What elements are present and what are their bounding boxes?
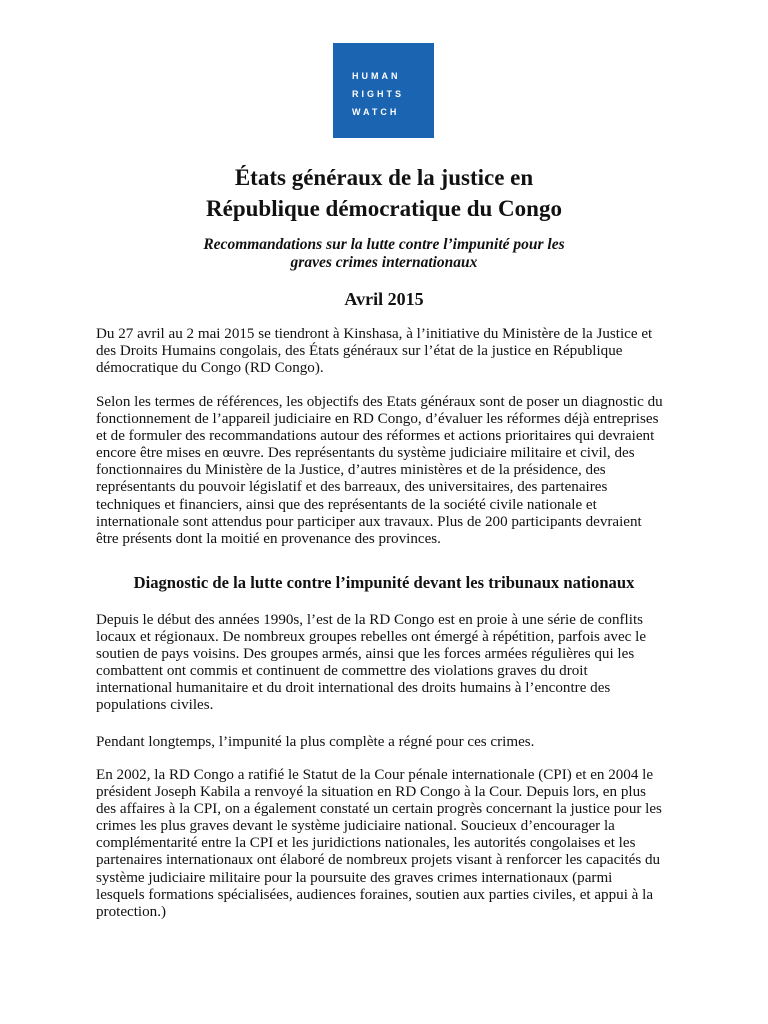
title-line: États généraux de la justice en [234, 165, 534, 190]
objectives-paragraph [96, 394, 696, 548]
paragraph-line: international humanitaire et du droit international des droits humains à l’encontre des [96, 680, 611, 697]
paragraph-line: populations civiles. [96, 697, 214, 714]
paragraph-line: Selon les termes de références, les objectifs des Etats généraux sont de poser un diagnostic du [96, 394, 663, 410]
paragraph-line: et de formuler des recommandations autour des réformes et actions prioritaires qui devraient [96, 428, 655, 445]
paragraph-line: des affaires à la CPI, on a également constaté un certain progrès concernant la justice pour les [96, 801, 662, 818]
paragraph-line: complémentarité entre la CPI et les juridictions nationales, les autorités congolaises et les [96, 835, 636, 852]
conflicts-paragraph [96, 612, 696, 715]
section-heading: Diagnostic de la lutte contre l’impunité devant les tribunaux nationaux [133, 573, 635, 592]
title-line: République démocratique du Congo [206, 196, 562, 221]
paragraph-line: crimes les plus graves devant le système judiciaire national. Soucieux d’encourager la [96, 818, 615, 835]
paragraph-line: protection.) [96, 903, 166, 920]
paragraph-line: Depuis le début des années 1990s, l’est de la RD Congo est en proie à une série de conflits [96, 612, 644, 628]
paragraph-line: représentants du pouvoir législatif et des barreaux, des universitaires, des partenaires [96, 479, 608, 496]
document-date: Avril 2015 [344, 289, 424, 309]
paragraph-line: combattent ont commis et continuent de commettre des violations graves du droit [96, 663, 588, 680]
hrw-logo-text [352, 67, 404, 121]
logo-line: WATCH [352, 107, 400, 117]
paragraph-line: Pendant longtemps, l’impunité la plus complète a régné pour ces crimes. [96, 734, 535, 750]
paragraph-line: soutien de pays voisins. Des groupes armés, ainsi que les forces armées régulières qui les [96, 646, 635, 663]
paragraph-line: partenaires internationaux ont élaboré de nombreux projets visant à renforcer les capacités du [96, 852, 661, 869]
paragraph-line: En 2002, la RD Congo a ratifié le Statut de la Cour pénale internationale (CPI) et en 2004 le [96, 767, 654, 783]
paragraph-line: techniques et financiers, ainsi que des représentants de la société civile nationale et [96, 496, 597, 513]
paragraph-line: fonctionnaires du Ministère de la Justice, d’autres ministères et de la présidence, des [96, 462, 606, 479]
paragraph-line: être présents dont la moitié en provenance des provinces. [96, 530, 441, 547]
logo-line: RIGHTS [352, 89, 405, 99]
intro-paragraph [96, 326, 696, 377]
paragraph-line: lesquels formations spécialisées, audiences foraines, soutien aux parties civiles, et appui à la [96, 886, 654, 903]
paragraph-line: locaux et régionaux. De nombreux groupes rebelles ont émergé à répétition, parfois avec le [96, 629, 647, 646]
logo-line: HUMAN [352, 71, 401, 81]
impunity-paragraph [96, 734, 696, 751]
paragraph-line: président Joseph Kabila a renvoyé la situation en RD Congo à la Cour. Depuis lors, en plus [96, 784, 646, 801]
paragraph-line: encore être mises en œuvre. Des représentants du système judiciaire militaire et civil, des [96, 445, 635, 462]
paragraph-line: système judiciaire militaire pour la poursuite des graves crimes internationaux (parmi [96, 869, 613, 886]
paragraph-line: des Droits Humains congolais, des États généraux sur l’état de la justice en République [96, 343, 623, 360]
subtitle-line: graves crimes internationaux [290, 254, 478, 271]
document-subtitle [0, 236, 768, 272]
paragraph-line: Du 27 avril au 2 mai 2015 se tiendront à Kinshasa, à l’initiative du Ministère de la Justice et [96, 326, 653, 342]
document-title [0, 162, 768, 224]
paragraph-line: fonctionnement de l’appareil judiciaire en RD Congo, d’évaluer les réformes déjà entreprises [96, 411, 659, 428]
hrw-logo [333, 43, 434, 138]
subtitle-line: Recommandations sur la lutte contre l’impunité pour les [203, 236, 565, 253]
paragraph-line: internationale sont attendus pour participer aux travaux. Plus de 200 participants devraient [96, 513, 642, 530]
paragraph-line: démocratique du Congo (RD Congo). [96, 360, 324, 377]
cpi-paragraph [96, 767, 696, 921]
